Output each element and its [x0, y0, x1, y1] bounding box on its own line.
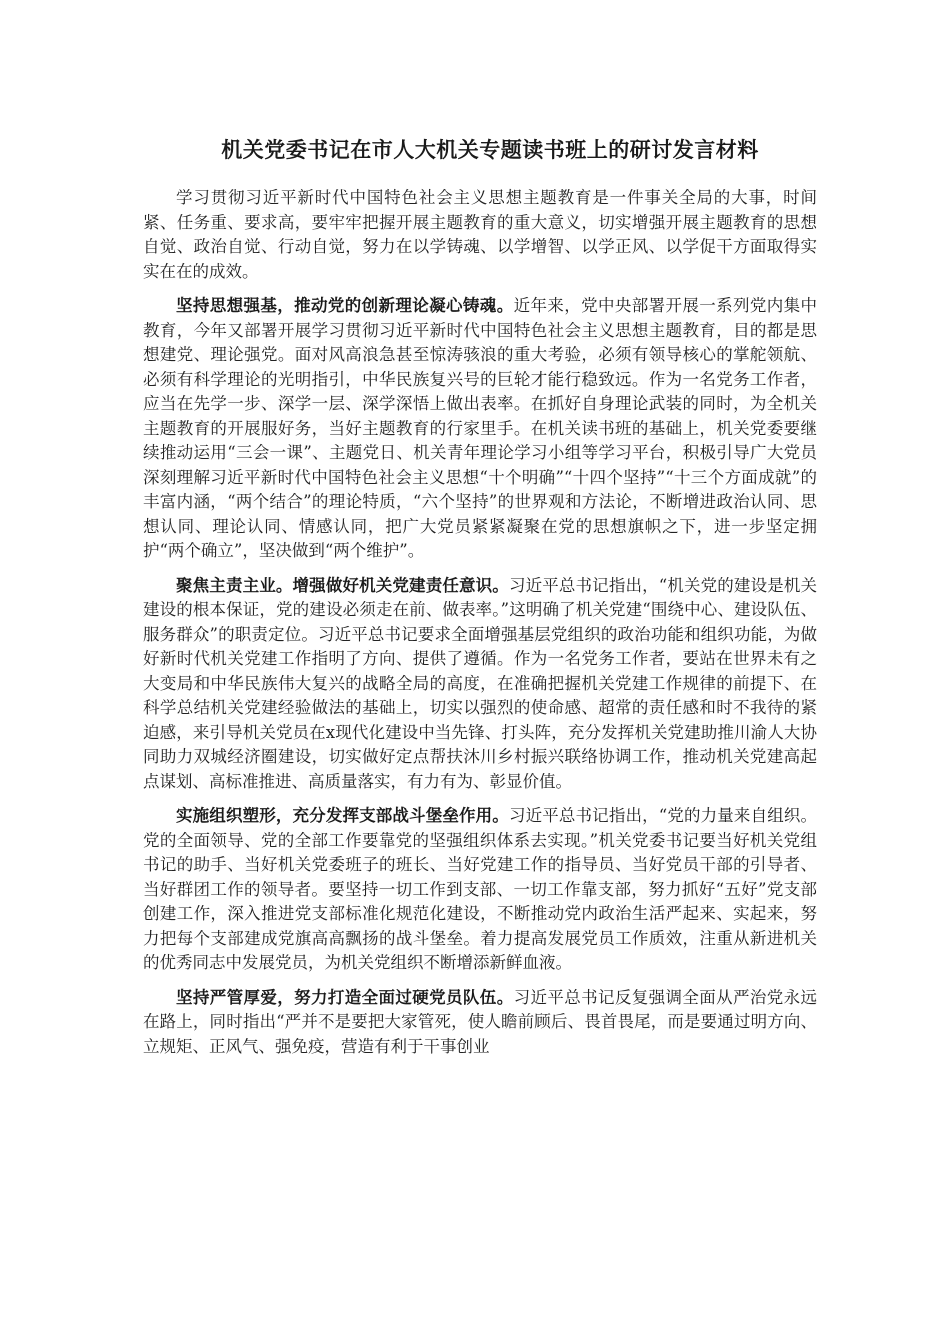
paragraph-text: 习近平总书记指出，“机关党的建设是机关建设的根本保证，党的建设必须走在前、做表率。”这明确了机关党建“围绕中心、建设队伍、服务群众”的职责定位。习近平总书记要求全面增强基层党组织的政治功能和组织功能，为做好新时代机关党建工作指明了方向、提供了遵循。作为一名党务工作者，要站在世界未有之大变局和中华民族伟大复兴的战略全局的高度，在准确把握机关党建工作规律的前提下、在科学总结机关党建经验做法的基础上，切实以强烈的使命感、超常的责任感和时不我待的紧迫感，来引导机关党员在x现代化建设中当先锋、打头阵，充分发挥机关党建助推川渝人大协同助力双城经济圈建设，切实做好定点帮扶沐川乡村振兴联络协调工作，推动机关党建高起点谋划、高标准推进、高质量落实，有力有为、彰显价值。: [143, 575, 818, 791]
document-body: [143, 186, 817, 1069]
paragraph-text: 习近平总书记反复强调全面从严治党永远在路上，同时指出“严并不是要把大家管死，使人瞻前顾后、畏首畏尾，而是要通过明方向、立规矩、正风气、强免疫，营造有利于干事创业: [143, 987, 818, 1056]
paragraph-intro: [143, 186, 817, 284]
paragraph-lead: 坚持严管厚爱，努力打造全面过硬党员队伍。: [176, 987, 514, 1007]
paragraph-thought-foundation: [143, 294, 817, 564]
paragraph-organization: [143, 804, 817, 976]
paragraph-strict-management: [143, 986, 817, 1060]
paragraph-text: 习近平总书记指出，“党的力量来自组织。党的全面领导、党的全部工作要靠党的坚强组织体系去实现。”机关党委书记要当好机关党组书记的助手、当好机关党委班子的班长、当好党建工作的指导员、当好党员干部的引导者、当好群团工作的领导者。要坚持一切工作到支部、一切工作靠支部，努力抓好“五好”党支部创建工作，深入推进党支部标准化规范化建设，不断推动党内政治生活严起来、实起来，努力把每个支部建成党旗高高飘扬的战斗堡垒。着力提高发展党员工作质效，注重从新进机关的优秀同志中发展党员，为机关党组织不断增添新鲜血液。: [143, 806, 818, 972]
paragraph-text: 学习贯彻习近平新时代中国特色社会主义思想主题教育是一件事关全局的大事，时间紧、任务重、要求高，要牢牢把握开展主题教育的重大意义，切实增强开展主题教育的思想自觉、政治自觉、行动自觉，努力在以学铸魂、以学增智、以学正风、以学促干方面取得实实在在的成效。: [143, 188, 817, 281]
paragraph-lead: 坚持思想强基，推动党的创新理论凝心铸魂。: [176, 296, 514, 315]
paragraph-lead: 聚焦主责主业。增强做好机关党建责任意识。: [176, 575, 509, 595]
paragraph-main-responsibility: [143, 574, 817, 795]
document-title: 机关党委书记在市人大机关专题读书班上的研讨发言材料: [221, 138, 759, 162]
paragraph-lead: 实施组织塑形，充分发挥支部战斗堡垒作用。: [176, 806, 509, 825]
paragraph-text: 近年来，党中央部署开展一系列党内集中教育，今年又部署开展学习贯彻习近平新时代中国特色社会主义思想主题教育，目的都是思想建党、理论强党。面对风高浪急甚至惊涛骇浪的重大考验，必须有领导核心的掌舵领航、必须有科学理论的光明指引，中华民族复兴号的巨轮才能行稳致远。作为一名党务工作者，应当在先学一步、深学一层、深学深悟上做出表率。在抓好自身理论武装的同时，为全机关主题教育的开展服好务，当好主题教育的行家里手。在机关读书班的基础上，机关党委要继续推动运用“三会一课”、主题党日、机关青年理论学习小组等学习平台，积极引导广大党员深刻理解习近平新时代中国特色社会主义思想“十个明确”“十四个坚持”“十三个方面成就”的丰富内涵，“两个结合”的理论特质，“六个坚持”的世界观和方法论，不断增进政治认同、思想认同、理论认同、情感认同，把广大党员紧紧凝聚在党的思想旗帜之下，进一步坚定拥护“两个确立”，坚决做到“两个维护”。: [143, 296, 818, 560]
